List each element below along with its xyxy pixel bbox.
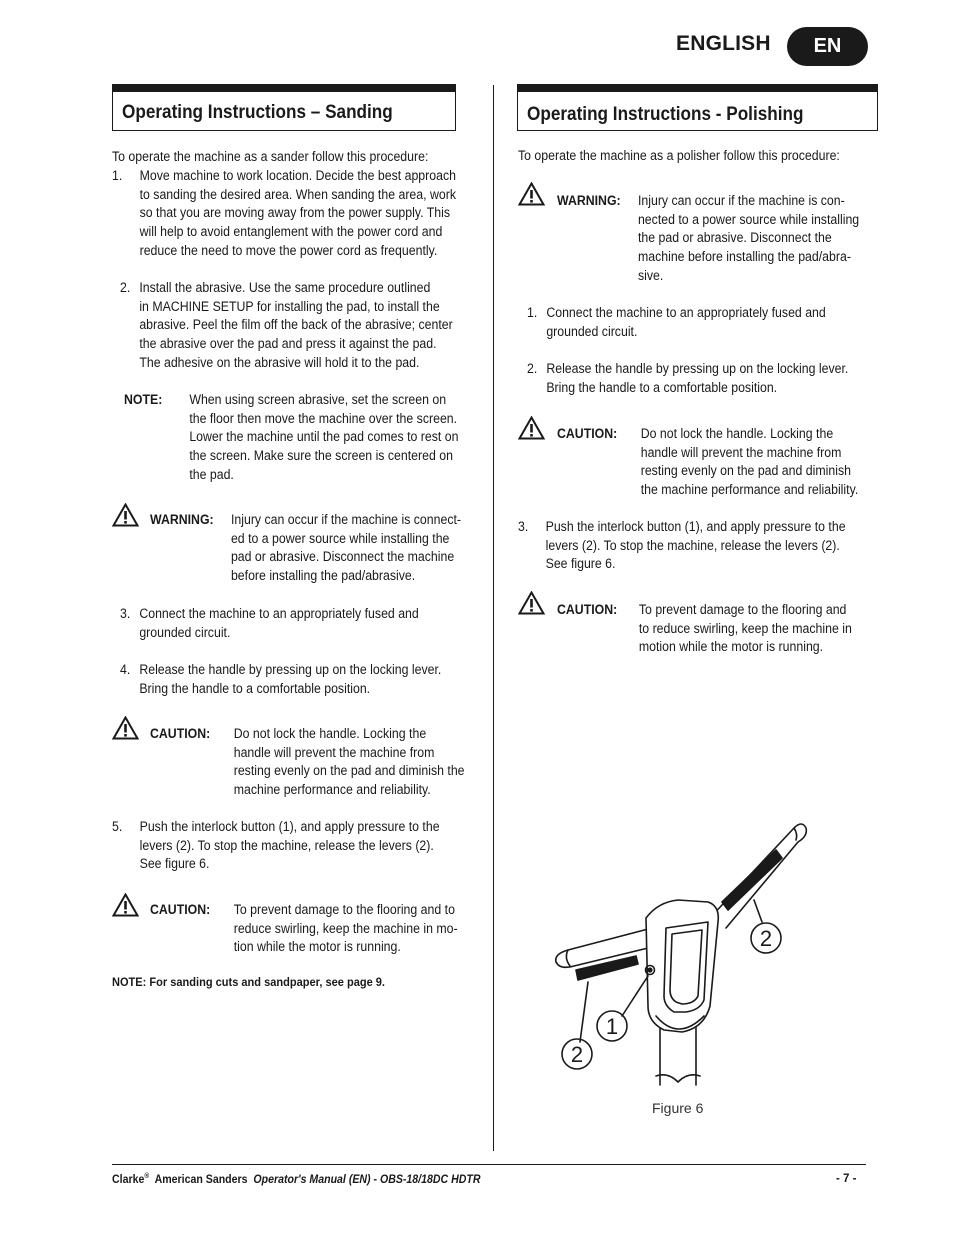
text-line: Push the interlock button (1), and apply pressure to the	[139, 819, 440, 834]
column-divider	[493, 85, 494, 1151]
text-line: to reduce swirling, keep the machine in	[638, 620, 852, 636]
text-line: handle will prevent the machine from	[640, 444, 842, 460]
callout-interlock-button: 1	[605, 1014, 619, 1039]
text-line: machine performance and reliability.	[233, 782, 431, 798]
polishing-step-1: 1. Connect the machine to an appropriately fused and grounded circuit.	[527, 304, 826, 341]
language-label: ENGLISH	[676, 32, 771, 55]
text-line: reduce the need to move the power cord as frequently.	[139, 242, 438, 258]
text-line: Injury can occur if the machine is con-	[637, 193, 845, 208]
text-line: levers (2). To stop the machine, release the levers (2).	[545, 537, 840, 553]
sanding-step-2: 2. Install the abrasive. Use the same procedure outlined in MACHINE SETUP for installing the pad, to install the abrasive. Peel the film off the back of the abrasive; center the abrasive over the pad and press it against the pad. The adhesive on the abrasive will hold it to the pad.	[120, 279, 453, 373]
sanding-step-4: 4. Release the handle by pressing up on the locking lever. Bring the handle to a comfortable position.	[120, 661, 441, 698]
text-line: to sanding the desired area. When sanding the area, work	[139, 186, 457, 202]
footer-left	[112, 1173, 481, 1186]
sanding-section-title: Operating Instructions – Sanding	[112, 84, 456, 131]
warning-icon	[518, 182, 545, 206]
text-line: motion while the motor is running.	[638, 639, 824, 655]
sanding-note: NOTE: When using screen abrasive, set the screen on the floor then move the machine over the screen. Lower the machine until the pad comes to rest on the screen. Make sure the screen is centered on the pad.	[124, 391, 458, 485]
text-line: resting evenly on the pad and diminish the	[233, 763, 465, 779]
text-line: To prevent damage to the flooring and to	[233, 902, 455, 917]
text-line: Push the interlock button (1), and apply pressure to the	[545, 519, 846, 534]
text-line: Injury can occur if the machine is connect-	[230, 512, 462, 527]
callout-right-lever: 2	[759, 926, 773, 951]
text-line: the pad or abrasive. Disconnect the	[637, 230, 832, 246]
text-line: reduce swirling, keep the machine in mo-	[233, 920, 458, 936]
polishing-section-title: Operating Instructions - Polishing	[517, 84, 878, 131]
text-line: Bring the handle to a comfortable position.	[546, 379, 778, 395]
text-line: Do not lock the handle. Locking the	[640, 426, 834, 441]
text-line: When using screen abrasive, set the screen on	[189, 392, 447, 407]
sanding-caution-1: CAUTION: Do not lock the handle. Locking the handle will prevent the machine from resting evenly on the pad and diminish the machine performance and reliability.	[150, 725, 465, 800]
footer-rule	[112, 1164, 866, 1165]
sanding-intro: To operate the machine as a sander follow this procedure:	[112, 149, 429, 164]
text-line: ed to a power source while installing the	[230, 530, 450, 546]
text-line: resting evenly on the pad and diminish	[640, 463, 851, 479]
language-badge: EN	[787, 27, 868, 66]
sanding-footnote: NOTE: For sanding cuts and sandpaper, see page 9.	[112, 975, 386, 989]
figure-caption: Figure 6	[652, 1100, 704, 1116]
footer-manual-title: Operator's Manual (EN) - OBS-18/18DC HDTR	[253, 1173, 481, 1186]
text-line: handle will prevent the machine from	[233, 744, 435, 760]
text-line: pad or abrasive. Disconnect the machine	[230, 549, 455, 565]
text-line: tion while the motor is running.	[233, 939, 401, 955]
text-line: Move machine to work location. Decide the best approach	[139, 168, 456, 183]
sanding-step-3: 3. Connect the machine to an appropriately fused and grounded circuit.	[120, 605, 419, 642]
caution-icon	[112, 716, 139, 740]
text-line: Do not lock the handle. Locking the	[233, 726, 427, 741]
text-line: so that you are moving away from the power supply. This	[139, 205, 451, 221]
caution-icon	[112, 893, 139, 917]
polishing-intro: To operate the machine as a polisher follow this procedure:	[518, 148, 840, 163]
text-line: abrasive. Peel the film off the back of the abrasive; center	[139, 317, 453, 333]
polishing-step-2: 2. Release the handle by pressing up on the locking lever. Bring the handle to a comfortable position.	[527, 360, 848, 397]
polishing-step-3: 3. Push the interlock button (1), and apply pressure to the levers (2). To stop the machine, release the levers (2). See figure 6.	[518, 518, 846, 574]
caution-icon	[518, 591, 545, 615]
polishing-caution-1: CAUTION: Do not lock the handle. Locking the handle will prevent the machine from resting evenly on the pad and diminish the machine performance and reliability.	[557, 425, 858, 500]
text-line: Install the abrasive. Use the same procedure outlined	[139, 280, 431, 295]
polishing-warning: WARNING: Injury can occur if the machine is con- nected to a power source while installing the pad or abrasive. Disconnect the machine before installing the pad/abra- sive.	[557, 192, 859, 286]
sanding-caution-2: CAUTION: To prevent damage to the flooring and to reduce swirling, keep the machine in mo- tion while the motor is running.	[150, 901, 458, 957]
sanding-step-5: 5. Push the interlock button (1), and apply pressure to the levers (2). To stop the machine, release the levers (2). See figure 6.	[112, 818, 440, 874]
text-line: Connect the machine to an appropriately fused and	[139, 606, 419, 621]
caution-icon	[518, 416, 545, 440]
text-line: the machine performance and reliability.	[640, 482, 859, 498]
text-line: nected to a power source while installing	[637, 211, 860, 227]
warning-icon	[112, 503, 139, 527]
footer-company: American Sanders	[154, 1173, 248, 1186]
text-line: the screen. Make sure the screen is centered on	[189, 448, 453, 464]
polishing-caution-2: CAUTION: To prevent damage to the flooring and to reduce swirling, keep the machine in motion while the motor is running.	[557, 601, 852, 657]
text-line: Lower the machine until the pad comes to rest on	[189, 429, 459, 445]
text-line: the abrasive over the pad and press it against the pad.	[139, 336, 437, 352]
handle-figure	[540, 810, 820, 1095]
text-line: levers (2). To stop the machine, release the levers (2).	[139, 837, 434, 853]
footer-page-number: - 7 -	[836, 1173, 857, 1185]
text-line: grounded circuit.	[546, 323, 638, 339]
callout-left-lever: 2	[570, 1042, 584, 1067]
text-line: grounded circuit.	[139, 624, 231, 640]
footer-reg-mark: ®	[144, 1173, 150, 1180]
text-line: Bring the handle to a comfortable position.	[139, 680, 371, 696]
text-line: Release the handle by pressing up on the locking lever.	[546, 361, 849, 376]
sanding-step-1: 1. Move machine to work location. Decide the best approach to sanding the desired area. When sanding the area, work so that you are moving away from the power supply. This will help to avoid entanglement with the power cord and reduce the need to move the power cord as frequently.	[112, 167, 456, 261]
text-line: before installing the pad/abrasive.	[230, 568, 416, 584]
text-line: machine before installing the pad/abra-	[637, 249, 851, 265]
text-line: the floor then move the machine over the screen.	[189, 410, 458, 426]
text-line: sive.	[637, 267, 664, 283]
text-line: the pad.	[189, 466, 234, 482]
footer-brand: Clarke	[112, 1173, 145, 1186]
text-line: Connect the machine to an appropriately fused and	[546, 305, 826, 320]
sanding-warning: WARNING: Injury can occur if the machine is connect- ed to a power source while installing the pad or abrasive. Disconnect the machine before installing the pad/abrasive.	[150, 511, 461, 586]
text-line: in MACHINE SETUP for installing the pad, to install the	[139, 298, 440, 314]
text-line: will help to avoid entanglement with the power cord and	[139, 224, 443, 240]
text-line: See figure 6.	[139, 856, 210, 872]
text-line: To prevent damage to the flooring and	[638, 602, 847, 617]
text-line: See figure 6.	[545, 556, 616, 572]
text-line: The adhesive on the abrasive will hold it to the pad.	[139, 354, 420, 370]
text-line: Release the handle by pressing up on the locking lever.	[139, 662, 442, 677]
